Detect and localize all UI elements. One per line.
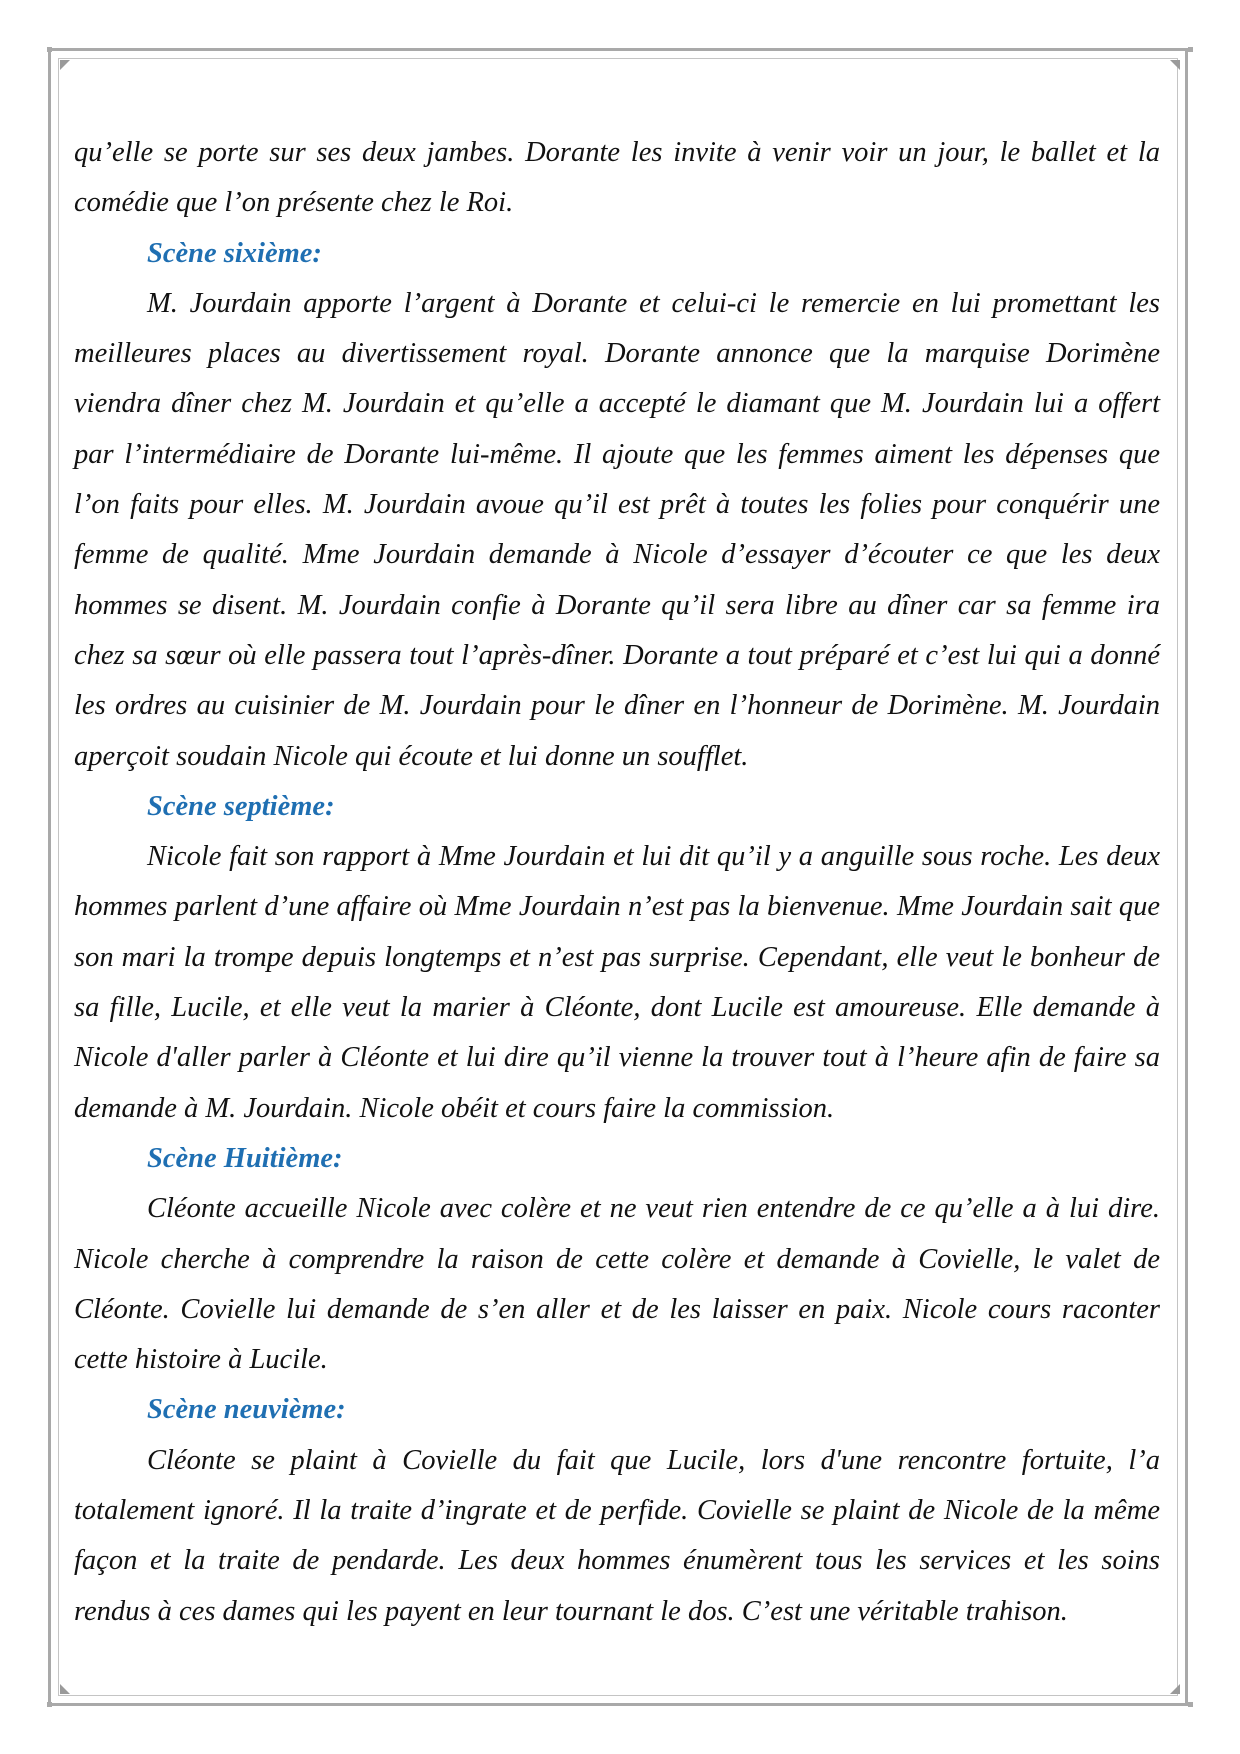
frame-corner-dot [1188,47,1193,52]
scene-heading-huitieme: Scène Huitième: [147,1142,343,1174]
paragraph-scene-septieme: Nicole fait son rapport à Mme Jourdain et lui dit qu’il y a anguille sous roche. Les deux hommes parlent d’une affaire où Mme Jourdain n’est pas la bienvenue. Mme Jourdain sait que son mari la trompe depuis longtemps et n’est pas surprise. Cependant, elle veut le bonheur de sa fille, Lucile, et elle veut la marier à Cléonte, dont Lucile est amoureuse. Elle demande à Nicole d'aller parler à Cléonte et lui dire qu’il vienne la trouver tout à l’heure afin de faire sa demande à M. Jourdain. Nicole obéit et cours faire la commission. [74,841,1160,1124]
scene-heading-neuvieme: Scène neuvième: [147,1394,346,1426]
frame-corner-dot [1188,1702,1193,1707]
frame-corner-dot [47,47,52,52]
scene-heading-septieme: Scène septième: [147,790,335,822]
frame-corner-dot [47,1702,52,1707]
paragraph-scene-sixieme: M. Jourdain apporte l’argent à Dorante et celui-ci le remercie en lui promettant les meilleures places au divertissement royal. Dorante annonce que la marquise Dorimène viendra dîner chez M. Jourdain et qu’elle a accepté le diamant que M. Jourdain lui a offert par l’intermédiaire de Dorante lui-même. Il ajoute que les femmes aiment les dépenses que l’on faits pour elles. M. Jourdain avoue qu’il est prêt à toutes les folies pour conquérir une femme de qualité. Mme Jourdain demande à Nicole d’essayer d’écouter ce que les deux hommes se disent. M. Jourdain confie à Dorante qu’il sera libre au dîner car sa femme ira chez sa sœur où elle passera tout l’après-dîner. Dorante a tout préparé et c’est lui qui a donné les ordres au cuisinier de M. Jourdain pour le dîner en l’honneur de Dorimène. M. Jourdain aperçoit soudain Nicole qui écoute et lui donne un soufflet. [74,287,1160,772]
paragraph-scene-huitieme: Cléonte accueille Nicole avec colère et ne veut rien entendre de ce qu’elle a à lui dire. Nicole cherche à comprendre la raison de cette colère et demande à Covielle, le valet de Cléonte. Covielle lui demande de s’en aller et de les laisser en paix. Nicole cours raconter cette histoire à Lucile. [74,1193,1160,1376]
frame-corner-ornament [1170,60,1180,70]
paragraph-continuation: qu’elle se porte sur ses deux jambes. Dorante les invite à venir voir un jour, le ballet et la comédie que l’on présente chez le Roi. [74,137,1160,219]
scene-heading-sixieme: Scène sixième: [147,237,322,269]
frame-corner-ornament [1170,1684,1180,1694]
frame-corner-ornament [60,60,70,70]
document-body [74,128,1160,1637]
frame-corner-ornament [60,1684,70,1694]
paragraph-scene-neuvieme: Cléonte se plaint à Covielle du fait que Lucile, lors d'une rencontre fortuite, l’a totalement ignoré. Il la traite d’ingrate et de perfide. Covielle se plaint de Nicole de la même façon et la traite de pendarde. Les deux hommes énumèrent tous les services et les soins rendus à ces dames qui les payent en leur tournant le dos. C’est une véritable trahison. [74,1444,1160,1627]
